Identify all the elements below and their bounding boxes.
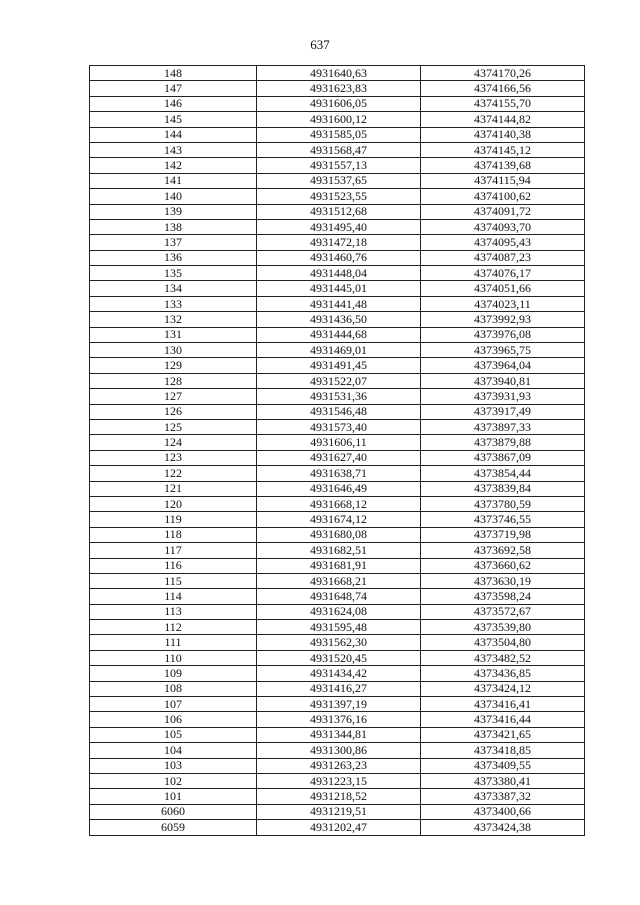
x-coordinate-cell: 4931668,21 xyxy=(257,573,421,588)
point-number-cell: 143 xyxy=(90,142,257,157)
y-coordinate-cell: 4373660,62 xyxy=(421,558,585,573)
y-coordinate-cell: 4373380,41 xyxy=(421,773,585,788)
y-coordinate-cell: 4374051,66 xyxy=(421,281,585,296)
point-number-cell: 148 xyxy=(90,66,257,81)
y-coordinate-cell: 4373917,49 xyxy=(421,404,585,419)
x-coordinate-cell: 4931627,40 xyxy=(257,450,421,465)
x-coordinate-cell: 4931600,12 xyxy=(257,112,421,127)
y-coordinate-cell: 4373964,04 xyxy=(421,358,585,373)
y-coordinate-cell: 4374023,11 xyxy=(421,296,585,311)
point-number-cell: 131 xyxy=(90,327,257,342)
y-coordinate-cell: 4373854,44 xyxy=(421,466,585,481)
point-number-cell: 123 xyxy=(90,450,257,465)
point-number-cell: 112 xyxy=(90,620,257,635)
table-row xyxy=(90,173,585,188)
x-coordinate-cell: 4931557,13 xyxy=(257,158,421,173)
point-number-cell: 105 xyxy=(90,727,257,742)
y-coordinate-cell: 4373965,75 xyxy=(421,343,585,358)
point-number-cell: 110 xyxy=(90,650,257,665)
table-row xyxy=(90,343,585,358)
x-coordinate-cell: 4931606,05 xyxy=(257,96,421,111)
table-row xyxy=(90,727,585,742)
point-number-cell: 145 xyxy=(90,112,257,127)
point-number-cell: 104 xyxy=(90,743,257,758)
point-number-cell: 6059 xyxy=(90,820,257,835)
point-number-cell: 147 xyxy=(90,81,257,96)
x-coordinate-cell: 4931441,48 xyxy=(257,296,421,311)
y-coordinate-cell: 4373867,09 xyxy=(421,450,585,465)
point-number-cell: 135 xyxy=(90,266,257,281)
y-coordinate-cell: 4373482,52 xyxy=(421,650,585,665)
table-row xyxy=(90,158,585,173)
table-row xyxy=(90,527,585,542)
point-number-cell: 103 xyxy=(90,758,257,773)
x-coordinate-cell: 4931436,50 xyxy=(257,312,421,327)
y-coordinate-cell: 4374144,82 xyxy=(421,112,585,127)
point-number-cell: 126 xyxy=(90,404,257,419)
x-coordinate-cell: 4931595,48 xyxy=(257,620,421,635)
y-coordinate-cell: 4373387,32 xyxy=(421,789,585,804)
table-row xyxy=(90,250,585,265)
point-number-cell: 115 xyxy=(90,573,257,588)
y-coordinate-cell: 4374100,62 xyxy=(421,189,585,204)
point-number-cell: 144 xyxy=(90,127,257,142)
point-number-cell: 137 xyxy=(90,235,257,250)
point-number-cell: 119 xyxy=(90,512,257,527)
y-coordinate-cell: 4374139,68 xyxy=(421,158,585,173)
y-coordinate-cell: 4373630,19 xyxy=(421,573,585,588)
point-number-cell: 6060 xyxy=(90,804,257,819)
x-coordinate-cell: 4931606,11 xyxy=(257,435,421,450)
x-coordinate-cell: 4931223,15 xyxy=(257,773,421,788)
table-row xyxy=(90,312,585,327)
x-coordinate-cell: 4931434,42 xyxy=(257,666,421,681)
point-number-cell: 118 xyxy=(90,527,257,542)
x-coordinate-cell: 4931344,81 xyxy=(257,727,421,742)
point-number-cell: 106 xyxy=(90,712,257,727)
y-coordinate-cell: 4373424,38 xyxy=(421,820,585,835)
point-number-cell: 114 xyxy=(90,589,257,604)
point-number-cell: 142 xyxy=(90,158,257,173)
table-row xyxy=(90,558,585,573)
point-number-cell: 127 xyxy=(90,389,257,404)
point-number-cell: 130 xyxy=(90,343,257,358)
table-row xyxy=(90,358,585,373)
table-row xyxy=(90,743,585,758)
y-coordinate-cell: 4373839,84 xyxy=(421,481,585,496)
table-row xyxy=(90,758,585,773)
table-row xyxy=(90,573,585,588)
y-coordinate-cell: 4373436,85 xyxy=(421,666,585,681)
point-number-cell: 111 xyxy=(90,635,257,650)
x-coordinate-cell: 4931219,51 xyxy=(257,804,421,819)
y-coordinate-cell: 4373992,93 xyxy=(421,312,585,327)
table-row xyxy=(90,543,585,558)
x-coordinate-cell: 4931680,08 xyxy=(257,527,421,542)
y-coordinate-cell: 4374091,72 xyxy=(421,204,585,219)
point-number-cell: 120 xyxy=(90,496,257,511)
x-coordinate-cell: 4931520,45 xyxy=(257,650,421,665)
point-number-cell: 134 xyxy=(90,281,257,296)
point-number-cell: 107 xyxy=(90,697,257,712)
x-coordinate-cell: 4931537,65 xyxy=(257,173,421,188)
x-coordinate-cell: 4931668,12 xyxy=(257,496,421,511)
x-coordinate-cell: 4931469,01 xyxy=(257,343,421,358)
point-number-cell: 132 xyxy=(90,312,257,327)
point-number-cell: 113 xyxy=(90,604,257,619)
y-coordinate-cell: 4374166,56 xyxy=(421,81,585,96)
point-number-cell: 136 xyxy=(90,250,257,265)
y-coordinate-cell: 4373400,66 xyxy=(421,804,585,819)
x-coordinate-cell: 4931445,01 xyxy=(257,281,421,296)
y-coordinate-cell: 4374155,70 xyxy=(421,96,585,111)
y-coordinate-cell: 4373416,41 xyxy=(421,697,585,712)
x-coordinate-cell: 4931674,12 xyxy=(257,512,421,527)
table-row xyxy=(90,712,585,727)
table-row xyxy=(90,466,585,481)
x-coordinate-cell: 4931568,47 xyxy=(257,142,421,157)
y-coordinate-cell: 4373746,55 xyxy=(421,512,585,527)
y-coordinate-cell: 4373879,88 xyxy=(421,435,585,450)
x-coordinate-cell: 4931522,07 xyxy=(257,373,421,388)
point-number-cell: 133 xyxy=(90,296,257,311)
x-coordinate-cell: 4931460,76 xyxy=(257,250,421,265)
x-coordinate-cell: 4931397,19 xyxy=(257,697,421,712)
table-row xyxy=(90,820,585,835)
x-coordinate-cell: 4931573,40 xyxy=(257,419,421,434)
table-row xyxy=(90,296,585,311)
x-coordinate-cell: 4931444,68 xyxy=(257,327,421,342)
table-row xyxy=(90,681,585,696)
table-row xyxy=(90,697,585,712)
table-row xyxy=(90,96,585,111)
table-row xyxy=(90,450,585,465)
point-number-cell: 101 xyxy=(90,789,257,804)
y-coordinate-cell: 4373931,93 xyxy=(421,389,585,404)
table-row xyxy=(90,112,585,127)
x-coordinate-cell: 4931585,05 xyxy=(257,127,421,142)
y-coordinate-cell: 4373719,98 xyxy=(421,527,585,542)
x-coordinate-cell: 4931531,36 xyxy=(257,389,421,404)
table-row xyxy=(90,281,585,296)
y-coordinate-cell: 4374076,17 xyxy=(421,266,585,281)
x-coordinate-cell: 4931263,23 xyxy=(257,758,421,773)
table-row xyxy=(90,189,585,204)
x-coordinate-cell: 4931512,68 xyxy=(257,204,421,219)
table-row xyxy=(90,512,585,527)
y-coordinate-cell: 4373897,33 xyxy=(421,419,585,434)
table-row xyxy=(90,389,585,404)
table-row xyxy=(90,204,585,219)
table-row xyxy=(90,635,585,650)
y-coordinate-cell: 4374093,70 xyxy=(421,219,585,234)
table-row xyxy=(90,404,585,419)
table-row xyxy=(90,804,585,819)
point-number-cell: 122 xyxy=(90,466,257,481)
x-coordinate-cell: 4931472,18 xyxy=(257,235,421,250)
y-coordinate-cell: 4374170,26 xyxy=(421,66,585,81)
table-row xyxy=(90,373,585,388)
y-coordinate-cell: 4373504,80 xyxy=(421,635,585,650)
point-number-cell: 146 xyxy=(90,96,257,111)
y-coordinate-cell: 4373692,58 xyxy=(421,543,585,558)
page-number: 637 xyxy=(310,37,330,52)
point-number-cell: 138 xyxy=(90,219,257,234)
y-coordinate-cell: 4373780,59 xyxy=(421,496,585,511)
coordinates-table xyxy=(89,65,585,836)
y-coordinate-cell: 4374145,12 xyxy=(421,142,585,157)
x-coordinate-cell: 4931638,71 xyxy=(257,466,421,481)
y-coordinate-cell: 4373572,67 xyxy=(421,604,585,619)
table-row xyxy=(90,419,585,434)
table-row xyxy=(90,327,585,342)
y-coordinate-cell: 4373539,80 xyxy=(421,620,585,635)
y-coordinate-cell: 4373940,81 xyxy=(421,373,585,388)
table-row xyxy=(90,620,585,635)
table-row xyxy=(90,435,585,450)
x-coordinate-cell: 4931448,04 xyxy=(257,266,421,281)
table-row xyxy=(90,481,585,496)
coordinates-table-body xyxy=(90,66,585,836)
y-coordinate-cell: 4373424,12 xyxy=(421,681,585,696)
x-coordinate-cell: 4931376,16 xyxy=(257,712,421,727)
table-row xyxy=(90,235,585,250)
point-number-cell: 139 xyxy=(90,204,257,219)
table-row xyxy=(90,604,585,619)
point-number-cell: 141 xyxy=(90,173,257,188)
x-coordinate-cell: 4931546,48 xyxy=(257,404,421,419)
x-coordinate-cell: 4931623,83 xyxy=(257,81,421,96)
y-coordinate-cell: 4374087,23 xyxy=(421,250,585,265)
x-coordinate-cell: 4931300,86 xyxy=(257,743,421,758)
x-coordinate-cell: 4931562,30 xyxy=(257,635,421,650)
table-row xyxy=(90,666,585,681)
y-coordinate-cell: 4373421,65 xyxy=(421,727,585,742)
point-number-cell: 124 xyxy=(90,435,257,450)
table-row xyxy=(90,219,585,234)
table-row xyxy=(90,266,585,281)
x-coordinate-cell: 4931681,91 xyxy=(257,558,421,573)
x-coordinate-cell: 4931491,45 xyxy=(257,358,421,373)
point-number-cell: 109 xyxy=(90,666,257,681)
x-coordinate-cell: 4931648,74 xyxy=(257,589,421,604)
point-number-cell: 129 xyxy=(90,358,257,373)
point-number-cell: 108 xyxy=(90,681,257,696)
x-coordinate-cell: 4931202,47 xyxy=(257,820,421,835)
x-coordinate-cell: 4931646,49 xyxy=(257,481,421,496)
x-coordinate-cell: 4931682,51 xyxy=(257,543,421,558)
y-coordinate-cell: 4374115,94 xyxy=(421,173,585,188)
y-coordinate-cell: 4373976,08 xyxy=(421,327,585,342)
table-row xyxy=(90,773,585,788)
y-coordinate-cell: 4374095,43 xyxy=(421,235,585,250)
y-coordinate-cell: 4373418,85 xyxy=(421,743,585,758)
y-coordinate-cell: 4373409,55 xyxy=(421,758,585,773)
table-row xyxy=(90,589,585,604)
x-coordinate-cell: 4931218,52 xyxy=(257,789,421,804)
table-row xyxy=(90,789,585,804)
point-number-cell: 128 xyxy=(90,373,257,388)
table-row xyxy=(90,127,585,142)
x-coordinate-cell: 4931624,08 xyxy=(257,604,421,619)
table-row xyxy=(90,496,585,511)
point-number-cell: 116 xyxy=(90,558,257,573)
table-row xyxy=(90,81,585,96)
y-coordinate-cell: 4373598,24 xyxy=(421,589,585,604)
y-coordinate-cell: 4374140,38 xyxy=(421,127,585,142)
point-number-cell: 140 xyxy=(90,189,257,204)
table-row xyxy=(90,142,585,157)
x-coordinate-cell: 4931523,55 xyxy=(257,189,421,204)
table-row xyxy=(90,66,585,81)
point-number-cell: 117 xyxy=(90,543,257,558)
x-coordinate-cell: 4931416,27 xyxy=(257,681,421,696)
y-coordinate-cell: 4373416,44 xyxy=(421,712,585,727)
point-number-cell: 125 xyxy=(90,419,257,434)
x-coordinate-cell: 4931640,63 xyxy=(257,66,421,81)
table-row xyxy=(90,650,585,665)
point-number-cell: 102 xyxy=(90,773,257,788)
point-number-cell: 121 xyxy=(90,481,257,496)
x-coordinate-cell: 4931495,40 xyxy=(257,219,421,234)
